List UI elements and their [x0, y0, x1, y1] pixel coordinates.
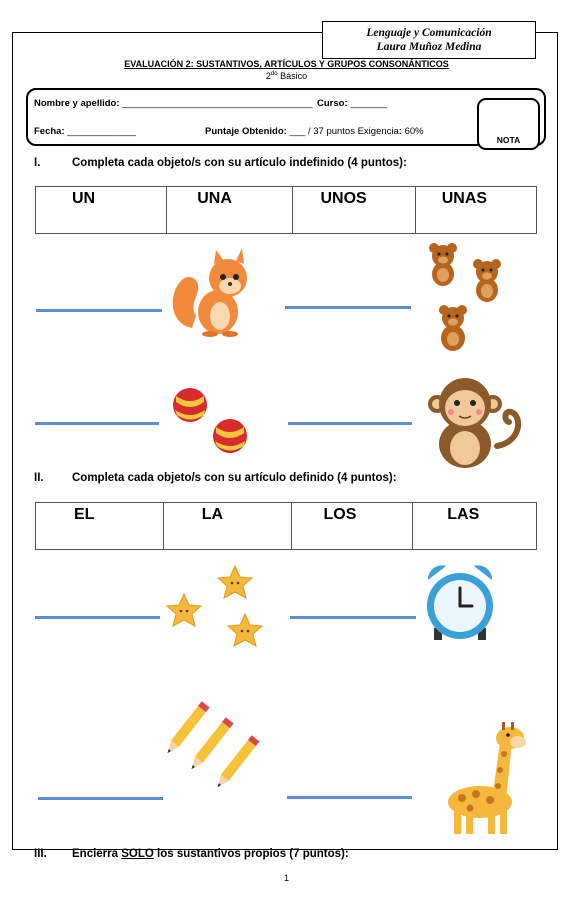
- grade-level: $2^{do}$ Básico: [265, 71, 308, 81]
- alarm-clock-icon: [420, 562, 500, 644]
- word-cell: UNA: [167, 187, 292, 233]
- subject-header: [322, 21, 536, 59]
- answer-line[interactable]: [36, 309, 162, 312]
- score-row: Puntaje Obtenido: ___ / 37 puntos Exigencia: 60%: [205, 126, 424, 137]
- indefinite-articles-table: [35, 186, 537, 234]
- grade-box: [477, 98, 540, 150]
- word-cell: LAS: [447, 506, 480, 523]
- giraffe-icon: [440, 720, 530, 838]
- section-3-title: III. Encierra SOLO los sustantivos propios (7 puntos):: [34, 848, 349, 860]
- answer-line[interactable]: [285, 306, 411, 309]
- pencils-icon: [160, 700, 260, 795]
- teddy-bears-icon: [420, 240, 530, 358]
- evaluation-title: EVALUACIÓN 2: SUSTANTIVOS, ARTÍCULOS Y GRUPOS CONSONÁNTICOS: [124, 59, 449, 69]
- score-field[interactable]: ___: [289, 126, 306, 137]
- teacher-name: Laura Muñoz Medina: [376, 41, 482, 53]
- nota-label: NOTA: [496, 135, 521, 145]
- monkey-icon: [425, 376, 525, 470]
- subject-name: Lenguaje y Comunicación: [366, 27, 492, 39]
- answer-line[interactable]: [35, 422, 159, 425]
- page-number: 1: [283, 873, 289, 883]
- date-field-row: Fecha: _____________: [34, 126, 136, 137]
- name-row: Nombre y apellido: ____________________________________ Curso: _______: [34, 98, 388, 109]
- name-field[interactable]: ____________________________________: [122, 98, 313, 109]
- answer-line[interactable]: [35, 616, 160, 619]
- word-cell: UNAS: [441, 190, 488, 207]
- definite-articles-table: [35, 502, 537, 550]
- student-info-box: [26, 88, 546, 146]
- word-cell: EL: [36, 503, 164, 549]
- answer-line[interactable]: [38, 797, 163, 800]
- squirrel-icon: [170, 246, 260, 338]
- word-cell: LOS: [292, 503, 414, 549]
- date-field[interactable]: _____________: [67, 126, 136, 137]
- section-2-title: II. Completa cada objeto/s con su artículo definido (4 puntos):: [34, 472, 397, 484]
- answer-line[interactable]: [288, 422, 412, 425]
- word-cell: UN: [36, 187, 167, 233]
- answer-line[interactable]: [287, 796, 412, 799]
- section-1-title: I. Completa cada objeto/s con su artículo indefinido (4 puntos):: [34, 157, 407, 169]
- answer-line[interactable]: [290, 616, 416, 619]
- balls-icon: [170, 386, 252, 456]
- word-cell: LA: [164, 503, 292, 549]
- stars-icon: [165, 563, 267, 651]
- course-field[interactable]: _______: [350, 98, 388, 109]
- word-cell: UNOS: [293, 187, 416, 233]
